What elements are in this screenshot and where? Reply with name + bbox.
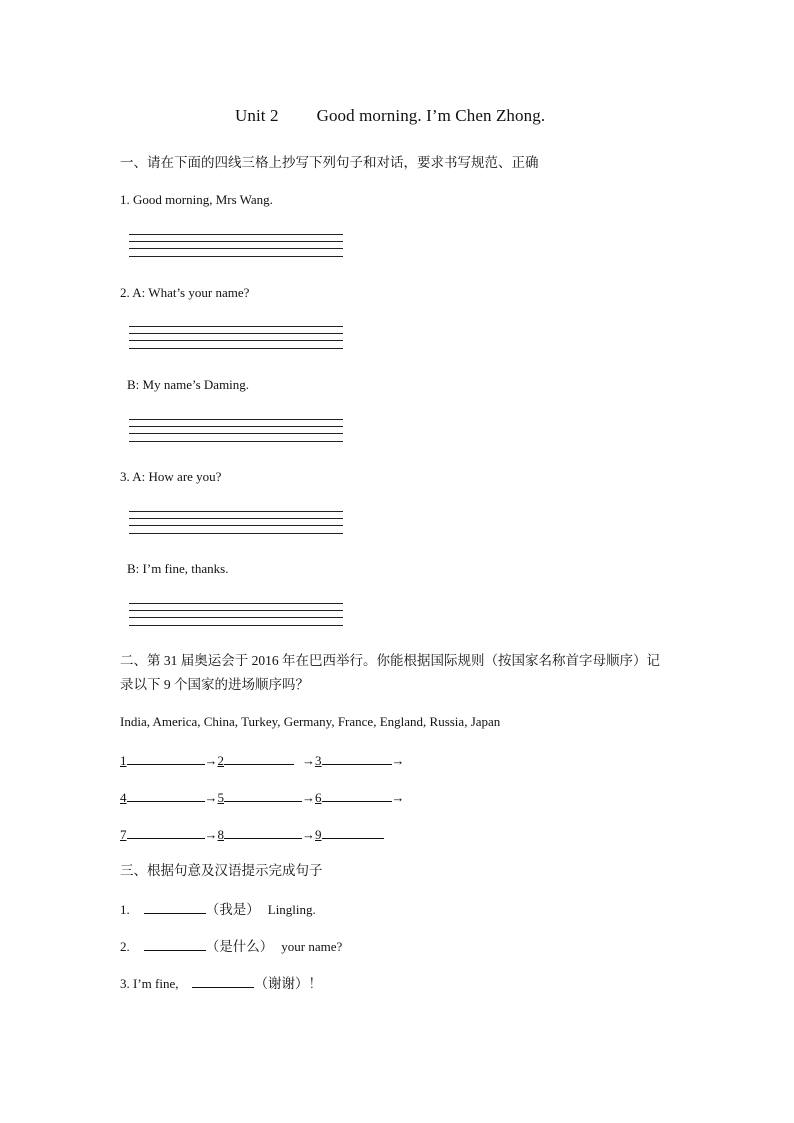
- copy-sentence-3b: B: I’m fine, thanks.: [127, 561, 229, 576]
- fill-sentence-2: 2. （是什么） your name?: [120, 939, 343, 954]
- writing-lines-2[interactable]: [129, 326, 343, 350]
- unit-label: Unit 2: [235, 106, 279, 125]
- order-blank-7[interactable]: 7: [120, 827, 205, 842]
- page-title: [235, 108, 545, 124]
- section1-heading: 一、请在下面的四线三格上抄写下列句子和对话，要求书写规范、正确: [120, 155, 539, 170]
- order-blank-3[interactable]: 3: [315, 753, 392, 768]
- order-blank-6[interactable]: 6: [315, 790, 392, 805]
- country-list: India, America, China, Turkey, Germany, France, England, Russia, Japan: [120, 714, 501, 729]
- section2-heading-line1: 二、第 31 届奥运会于 2016 年在巴西举行。你能根据国际规则（按国家名称首字母顺序）记: [120, 653, 660, 668]
- fill-blank-2[interactable]: [144, 938, 206, 951]
- copy-sentence-2a: 2. A: What’s your name?: [120, 285, 250, 300]
- copy-sentence-2b: B: My name’s Daming.: [127, 377, 250, 392]
- copy-sentence-3a: 3. A: How are you?: [120, 469, 222, 484]
- order-row-2: 4 →5 →6 →: [120, 790, 405, 805]
- fill-sentence-1: 1. （我是） Lingling.: [120, 902, 316, 917]
- fill-blank-3[interactable]: [192, 975, 254, 988]
- order-blank-5[interactable]: 5: [218, 790, 303, 805]
- copy-sentence-1: 1. Good morning, Mrs Wang.: [120, 192, 273, 207]
- writing-lines-5[interactable]: [129, 603, 343, 627]
- writing-lines-1[interactable]: [129, 234, 343, 258]
- writing-lines-3[interactable]: [129, 419, 343, 443]
- lesson-title: Good morning. I’m Chen Zhong.: [316, 106, 546, 125]
- fill-blank-1[interactable]: [144, 901, 206, 914]
- order-row-3: 7 →8 →9: [120, 826, 384, 843]
- order-blank-2[interactable]: 2: [218, 753, 295, 768]
- fill-sentence-3: 3. I’m fine, （谢谢）！: [120, 976, 322, 991]
- order-blank-8[interactable]: 8: [218, 827, 303, 842]
- order-blank-4[interactable]: 4: [120, 790, 205, 805]
- writing-lines-4[interactable]: [129, 511, 343, 535]
- section2-heading-line2: 录以下 9 个国家的进场顺序吗？: [120, 677, 309, 692]
- section3-heading: 三、根据句意及汉语提示完成句子: [120, 863, 323, 878]
- order-blank-1[interactable]: 1: [120, 753, 205, 768]
- order-blank-9[interactable]: 9: [315, 827, 384, 842]
- order-row-1: 1 →2 →3 →: [120, 753, 405, 768]
